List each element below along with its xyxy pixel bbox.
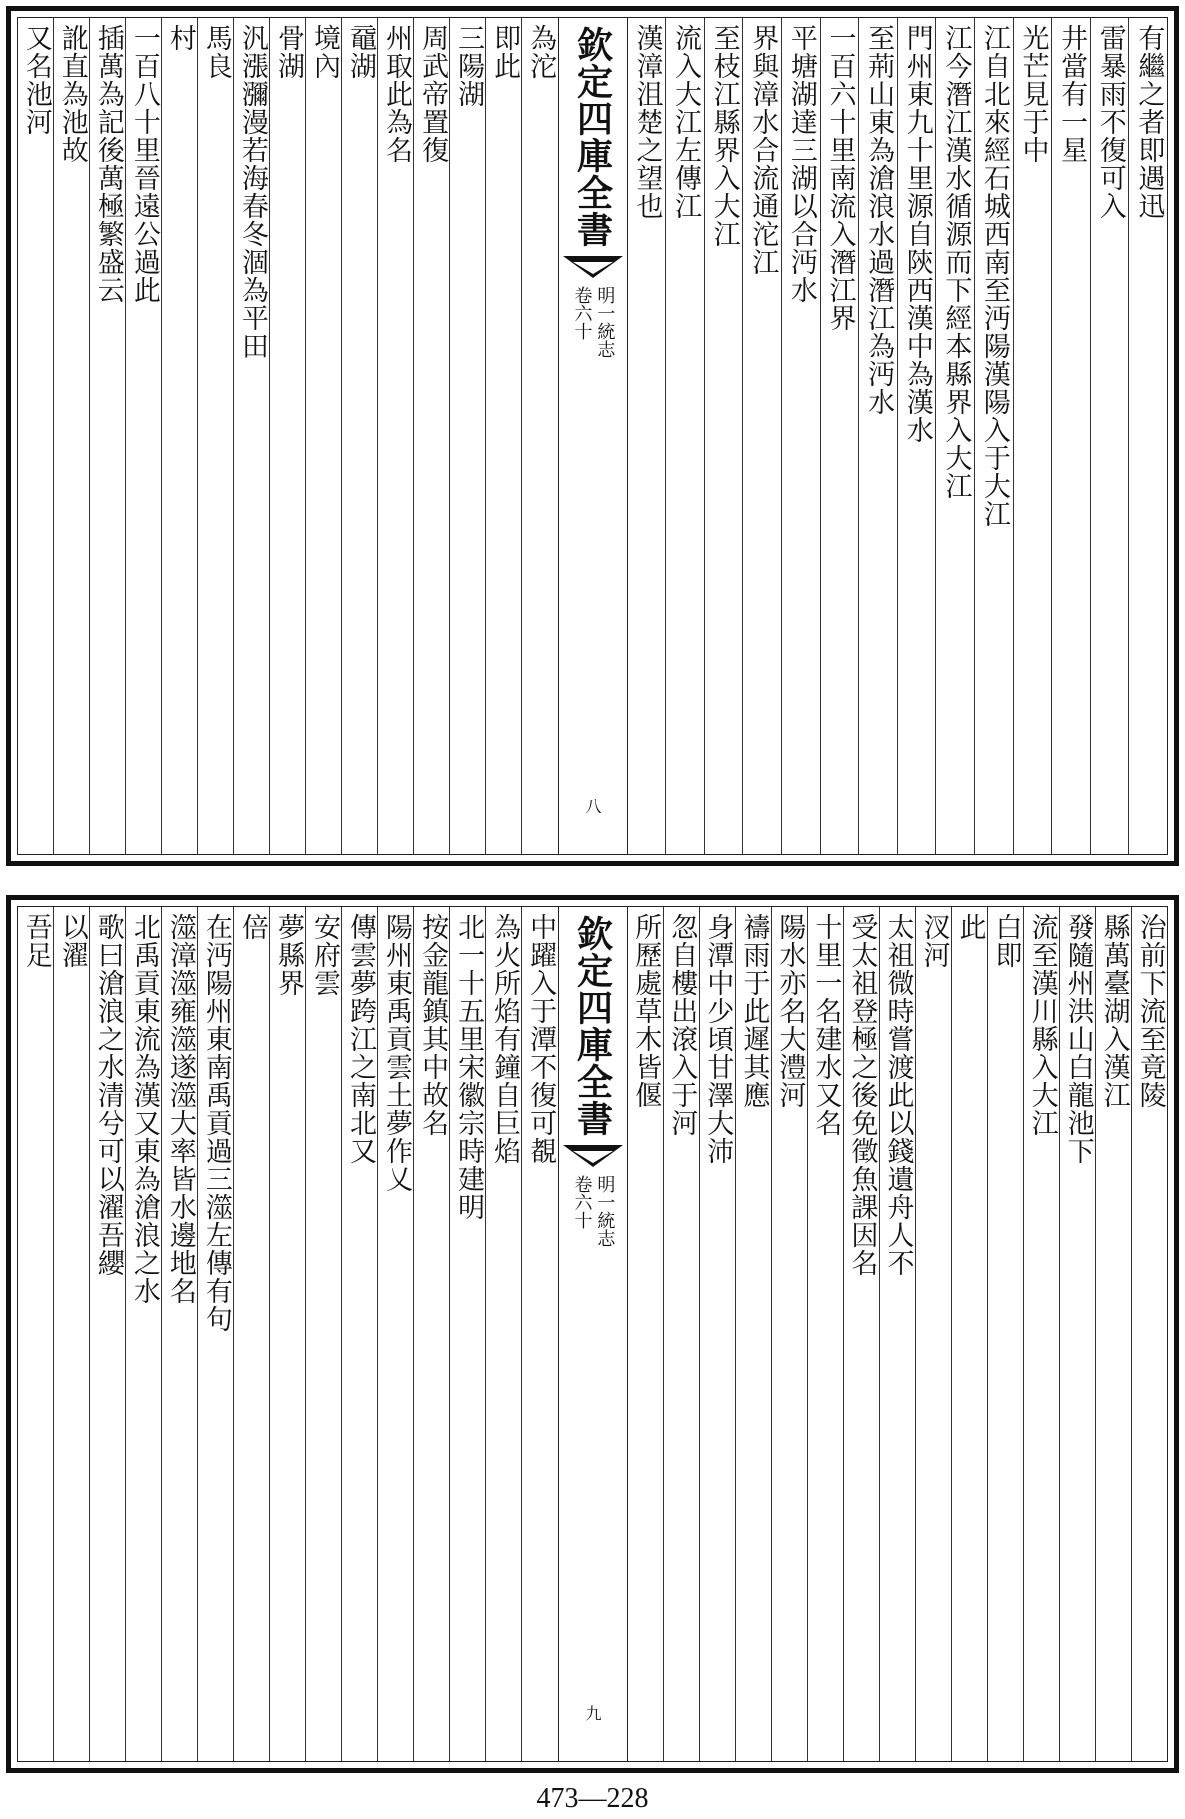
fish-tail-mark-icon [563,1145,623,1167]
bottom-page-block [6,895,1179,1773]
text-column: 十里一名建水又名 [807,907,843,1761]
text-column: 太祖微時嘗渡此以錢遺舟人不 [879,907,915,1761]
fish-tail-mark-icon [563,256,623,278]
text-column: 受太祖登極之後免徵魚課因名 [843,907,879,1761]
juan-label: 卷六十 [571,286,593,340]
text-column: 至枝江縣界入大江 [704,18,743,854]
book-title: 明一統志 [594,286,616,358]
center-subtitle [572,1175,614,1247]
text-column: 禱雨于此遲其應 [735,907,771,1761]
text-column: 至荊山東為滄浪水過潛江為沔水 [858,18,897,854]
text-column: 在沔陽州東南禹貢過三澨左傳有句 [197,907,233,1761]
text-column: 漢漳沮楚之望也 [631,24,663,220]
text-column: 又名池河 [20,24,52,136]
text-column: 馬良 [197,18,233,854]
top-right-half [628,18,1168,854]
book-title: 明一統志 [594,1175,616,1247]
text-column: 骨湖 [269,18,305,854]
text-column: 江自北來經石城西南至沔陽漢陽入于大江 [974,18,1013,854]
text-column: 安府雲 [305,907,341,1761]
text-column: 境內 [305,18,341,854]
text-column: 傳雲夢跨江之南北又 [341,907,377,1761]
text-column: 歌曰滄浪之水清兮可以濯吾纓 [89,907,125,1761]
text-column: 治前下流至竟陵 [1131,907,1167,1761]
text-column: 身潭中少頃甘澤大沛 [699,907,735,1761]
text-column: 吾足 [20,913,52,969]
bottom-page-frame [17,906,1168,1762]
top-center-column [558,18,628,854]
juan-label: 卷六十 [571,1175,593,1229]
top-page-frame [17,17,1168,855]
center-subtitle [572,286,614,358]
text-column: 為火所焰有鐘自巨焰 [485,907,521,1761]
header-title: 欽定四庫全書 [571,26,614,248]
top-page-block [6,6,1179,866]
text-column: 平塘湖達三湖以合沔水 [781,18,820,854]
text-column: 流入大江左傳江 [665,18,704,854]
text-column: 澨漳澨雍澨遂澨大率皆水邊地名 [161,907,197,1761]
text-column: 汊河 [915,907,951,1761]
text-column: 縣萬臺湖入漢江 [1095,907,1131,1761]
header-title: 欽定四庫全書 [571,915,614,1137]
text-column: 白即 [987,907,1023,1761]
text-column: 中躍入于潭不復可覩 [521,907,557,1761]
text-column: 雷暴雨不復可入 [1090,18,1129,854]
text-column: 汎漲瀰漫若海春冬涸為平田 [233,18,269,854]
text-column: 發隨州洪山白龍池下 [1059,907,1095,1761]
text-column: 以濯 [53,907,89,1761]
text-column: 忽自樓出滾入于河 [663,907,699,1761]
bottom-left-half [18,907,558,1761]
text-column: 黿湖 [341,18,377,854]
text-column: 周武帝置復 [413,18,449,854]
text-column: 光芒見于中 [1013,18,1052,854]
text-column: 州取此為名 [377,18,413,854]
text-column: 訛直為池故 [53,18,89,854]
text-column: 一百八十里晉遠公過此 [125,18,161,854]
text-column: 有繼之者即遇迅 [1128,18,1167,854]
text-column: 流至漢川縣入大江 [1023,907,1059,1761]
bottom-center-column [558,907,628,1761]
text-column: 為沱 [521,18,557,854]
text-column: 一百六十里南流入潛江界 [820,18,859,854]
text-column: 所歷處草木皆偃 [630,913,662,1109]
text-column: 界與漳水合流通沱江 [742,18,781,854]
text-column: 三陽湖 [449,18,485,854]
text-column: 村 [161,18,197,854]
text-column: 井當有一星 [1051,18,1090,854]
text-column: 北一十五里宋徽宗時建明 [449,907,485,1761]
text-column: 門州東九十里源自陝西漢中為漢水 [897,18,936,854]
folio-number: 八 [583,798,602,814]
text-column: 北禹貢東流為漢又東為滄浪之水 [125,907,161,1761]
page-footer-number: 473—228 [536,1783,649,1814]
text-column: 此 [951,907,987,1761]
text-column: 即此 [485,18,521,854]
bottom-right-half [628,907,1168,1761]
text-column: 倍 [233,907,269,1761]
text-column: 夢縣界 [269,907,305,1761]
text-column: 陽州東禹貢雲土夢作乂 [377,907,413,1761]
folio-number: 九 [583,1705,602,1721]
text-column: 按金龍鎮其中故名 [413,907,449,1761]
text-column: 插萬為記後萬極繁盛云 [89,18,125,854]
text-column: 江今潛江漢水循源而下經本縣界入大江 [935,18,974,854]
text-column: 陽水亦名大澧河 [771,907,807,1761]
top-left-half [18,18,558,854]
